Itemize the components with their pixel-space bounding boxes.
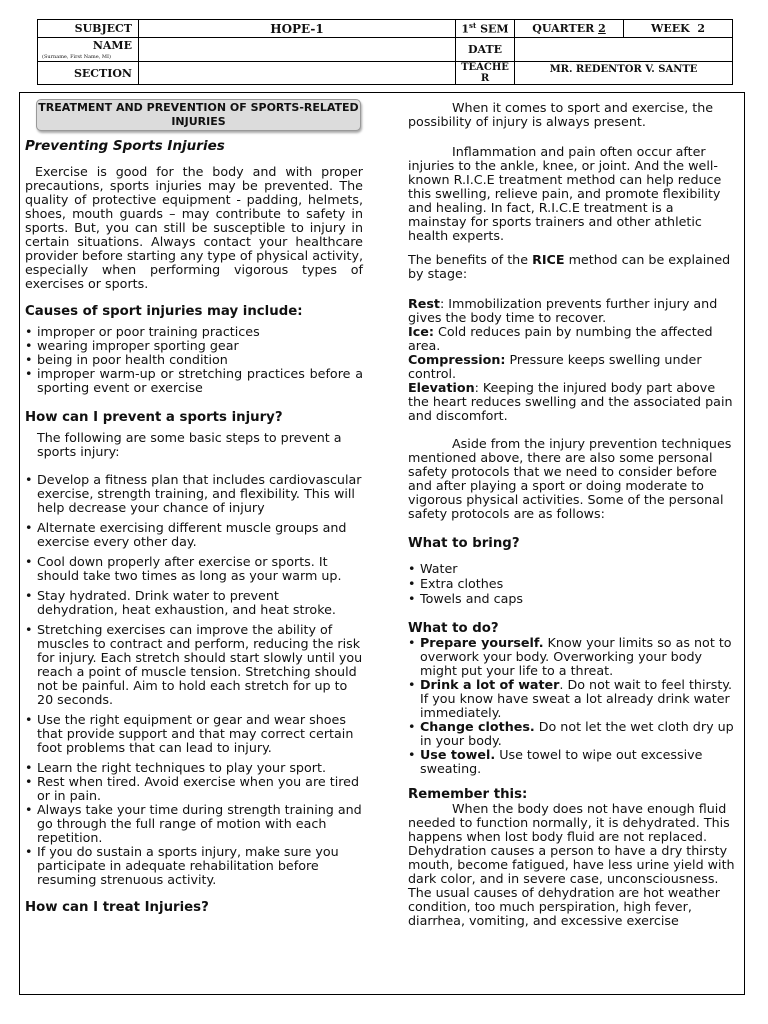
list-item: • Stretching exercises can improve the ability of muscles to contract and perform, reducing the risk for injury. Each stretch should start slowly until you reach a point of muscle tension. Stretching should not be painful. Aim to hold each stretch for up to 20 seconds. bbox=[25, 623, 363, 707]
prevent-intro: The following are some basic steps to prevent a sports injury: bbox=[37, 430, 342, 459]
intro-paragraph: Exercise is good for the body and with proper precautions, sports injuries may be prevented. The quality of protective equipment - padding, helmets, shoes, mouth guards – may contribute to safety in sports. But, you can still be susceptible to injury in certain situations. Always contact your healthcare provider before starting any type of physical activity, especially when performing vigorous types of exercises or sports. bbox=[25, 164, 363, 291]
list-item: • improper warm-up or stretching practices before a sporting event or exercise bbox=[25, 367, 363, 395]
todo-heading: What to do? bbox=[408, 621, 499, 636]
causes-list bbox=[25, 325, 363, 395]
list-item: • Develop a fitness plan that includes cardiovascular exercise, strength training, and flexibility. This will help decrease your chance of injury bbox=[25, 473, 363, 515]
prevention-steps bbox=[25, 473, 363, 755]
list-item: • Cool down properly after exercise or sports. It should take two times as long as your warm up. bbox=[25, 555, 363, 583]
remember-paragraph: When the body does not have enough fluid needed to function normally, it is dehydrated. This happens when lost body fluid are not replaced. Dehydration causes a person to have a dry thirsty mouth, become fatigued, have less urine yield with dark color, and in severe case, unconsciousness. The usual causes of dehydration are hot weather condition, too much perspiration, high fever, diarrhea, vomiting, and excessive exercise bbox=[408, 801, 735, 928]
list-item: • Learn the right techniques to play your sport. bbox=[25, 761, 363, 775]
list-item: • Use towel. Use towel to wipe out excessive sweating. bbox=[408, 748, 736, 776]
rice-rest: Rest: Immobilization prevents further injury and gives the body time to recover. bbox=[408, 296, 718, 325]
remember-heading: Remember this: bbox=[408, 787, 528, 802]
rice-ice: Ice: Cold reduces pain by numbing the affected area. bbox=[408, 324, 713, 353]
teacher-value: MR. REDENTOR V. SANTE bbox=[515, 62, 733, 85]
list-item: • Always take your time during strength training and go through the full range of motion with each repetition. bbox=[25, 803, 363, 845]
subject-label: SUBJECT bbox=[38, 20, 139, 38]
list-item: • Use the right equipment or gear and wear shoes that provide support and that may correct certain foot problems that can lead to injury. bbox=[25, 713, 363, 755]
causes-heading: Causes of sport injuries may include: bbox=[25, 304, 303, 319]
bring-heading: What to bring? bbox=[408, 536, 520, 551]
list-item: • Water bbox=[408, 561, 736, 576]
list-item: • Towels and caps bbox=[408, 591, 736, 606]
rice-stages bbox=[408, 297, 736, 423]
treat-heading: How can I treat Injuries? bbox=[25, 900, 209, 915]
list-item: • Change clothes. Do not let the wet cloth dry up in your body. bbox=[408, 720, 736, 748]
list-item: • If you do sustain a sports injury, make sure you participate in adequate rehabilitation before resuming strenuous activity. bbox=[25, 845, 363, 887]
header-table bbox=[37, 19, 733, 85]
list-item: • Stay hydrated. Drink water to prevent dehydration, heat exhaustion, and heat stroke. bbox=[25, 589, 363, 617]
semester: 1st SEM bbox=[456, 20, 515, 38]
name-label: NAME (Surname, First Name, MI) bbox=[38, 38, 139, 62]
list-item: • Alternate exercising different muscle groups and exercise every other day. bbox=[25, 521, 363, 549]
name-field[interactable] bbox=[139, 38, 456, 62]
list-item: • Drink a lot of water. Do not wait to feel thirsty. If you know have sweat a lot already drink water immediately. bbox=[408, 678, 736, 720]
week: WEEK 2 bbox=[624, 20, 733, 38]
content-box bbox=[19, 92, 745, 995]
list-item: • wearing improper sporting gear bbox=[25, 339, 363, 353]
lesson-banner: TREATMENT AND PREVENTION OF SPORTS-RELATED INJURIES bbox=[36, 99, 361, 131]
right-column bbox=[408, 93, 736, 928]
section-field[interactable] bbox=[139, 62, 456, 85]
list-item: • Rest when tired. Avoid exercise when you are tired or in pain. bbox=[25, 775, 363, 803]
quarter: QUARTER 2 bbox=[515, 20, 624, 38]
rice-compression: Compression: Pressure keeps swelling under control. bbox=[408, 352, 702, 381]
rice-intro: Inflammation and pain often occur after injuries to the ankle, knee, or joint. And the well-known R.I.C.E treatment method can help reduce this swelling, relieve pain, and promote flexibility and healing. In fact, R.I.C.E treatment is a mainstay for sports trainers and other athletic health experts. bbox=[408, 144, 722, 243]
list-item: • Extra clothes bbox=[408, 576, 736, 591]
list-item: • being in poor health condition bbox=[25, 353, 363, 367]
prevention-steps-more bbox=[25, 761, 363, 887]
todo-list bbox=[408, 636, 736, 776]
list-item: • improper or poor training practices bbox=[25, 325, 363, 339]
date-label: DATE bbox=[456, 38, 515, 62]
prevent-heading: How can I prevent a sports injury? bbox=[25, 410, 283, 425]
left-column bbox=[25, 93, 363, 915]
date-field[interactable] bbox=[515, 38, 733, 62]
subject-value: HOPE-1 bbox=[139, 20, 456, 38]
section-label: SECTION bbox=[38, 62, 139, 85]
list-item: • Prepare yourself. Know your limits so as not to overwork your body. Overworking your body might put your life to a threat. bbox=[408, 636, 736, 678]
intro-right: When it comes to sport and exercise, the possibility of injury is always present. bbox=[408, 100, 714, 129]
rice-benefits: The benefits of the RICE method can be explained by stage: bbox=[408, 252, 731, 281]
safety-protocols: Aside from the injury prevention techniques mentioned above, there are also some personal safety protocols that we need to consider before and after playing a sport or doing moderate to vigorous physical activities. Some of the personal safety protocols are as follows: bbox=[408, 436, 732, 521]
bring-list bbox=[408, 561, 736, 606]
rice-elevation: Elevation: Keeping the injured body part above the heart reduces swelling and the associated pain and discomfort. bbox=[408, 380, 733, 423]
section-title: Preventing Sports Injuries bbox=[25, 138, 225, 154]
teacher-label: TEACHE R bbox=[456, 62, 515, 85]
